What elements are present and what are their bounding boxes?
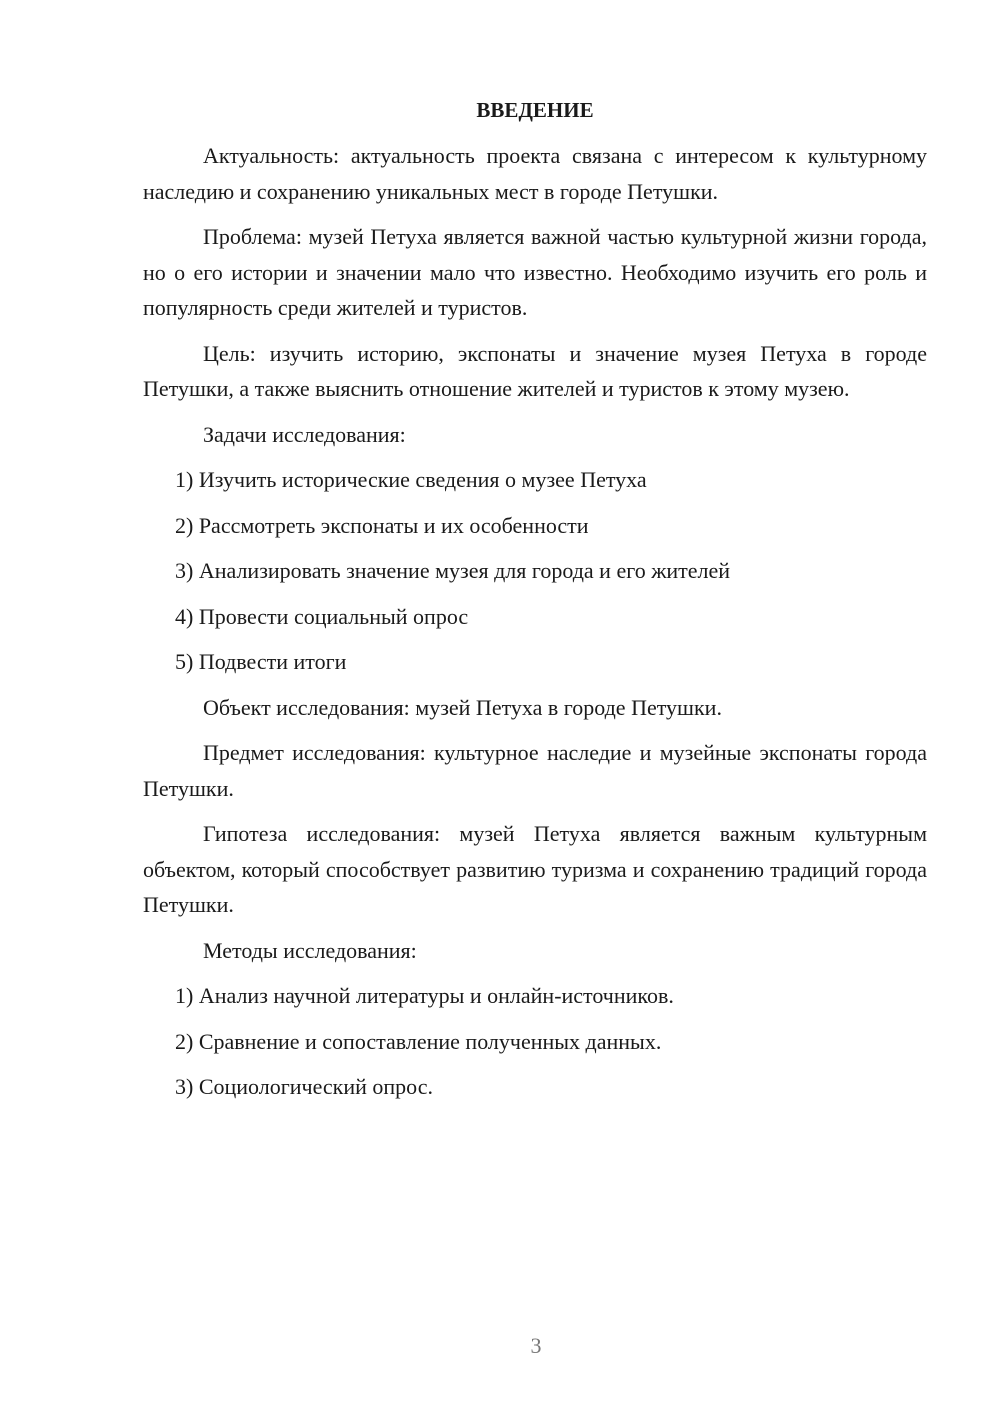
tasks-heading: Задачи исследования: xyxy=(203,421,406,447)
page-content xyxy=(143,93,927,1115)
method-item-2: 2) Сравнение и сопоставление полученных данных. xyxy=(175,1028,662,1054)
method-item-3: 3) Социологический опрос. xyxy=(175,1074,433,1099)
task-item-1: 1) Изучить исторические сведения о музее Петуха xyxy=(175,467,647,492)
problem-paragraph: Проблема: музей Петуха является важной частью культурной жизни города, но о его истории и значении мало что известно. Необходимо изучить его роль и популярность среди жителей и туристов. xyxy=(143,224,927,320)
method-item-1: 1) Анализ научной литературы и онлайн-источников. xyxy=(175,983,674,1008)
task-item-4: 4) Провести социальный опрос xyxy=(175,603,469,629)
object-paragraph: Объект исследования: музей Петуха в городе Петушки. xyxy=(203,694,722,720)
subject-paragraph: Предмет исследования: культурное наследие и музейные экспонаты города Петушки. xyxy=(143,740,927,801)
hypothesis-paragraph: Гипотеза исследования: музей Петуха является важным культурным объектом, который способствует развитию туризма и сохранению традиций города Петушки. xyxy=(143,821,927,917)
relevance-paragraph: Актуальность: актуальность проекта связана с интересом к культурному наследию и сохранению уникальных мест в городе Петушки. xyxy=(143,143,927,204)
methods-heading: Методы исследования: xyxy=(203,937,417,963)
goal-paragraph: Цель: изучить историю, экспонаты и значение музея Петуха в городе Петушки, а также выяснить отношение жителей и туристов к этому музею. xyxy=(143,340,927,401)
section-title: ВВЕДЕНИЕ xyxy=(476,98,594,122)
task-item-2: 2) Рассмотреть экспонаты и их особенности xyxy=(175,512,589,538)
page-number: 3 xyxy=(530,1333,542,1358)
task-item-3: 3) Анализировать значение музея для города и его жителей xyxy=(175,558,731,583)
task-item-5: 5) Подвести итоги xyxy=(175,649,347,674)
